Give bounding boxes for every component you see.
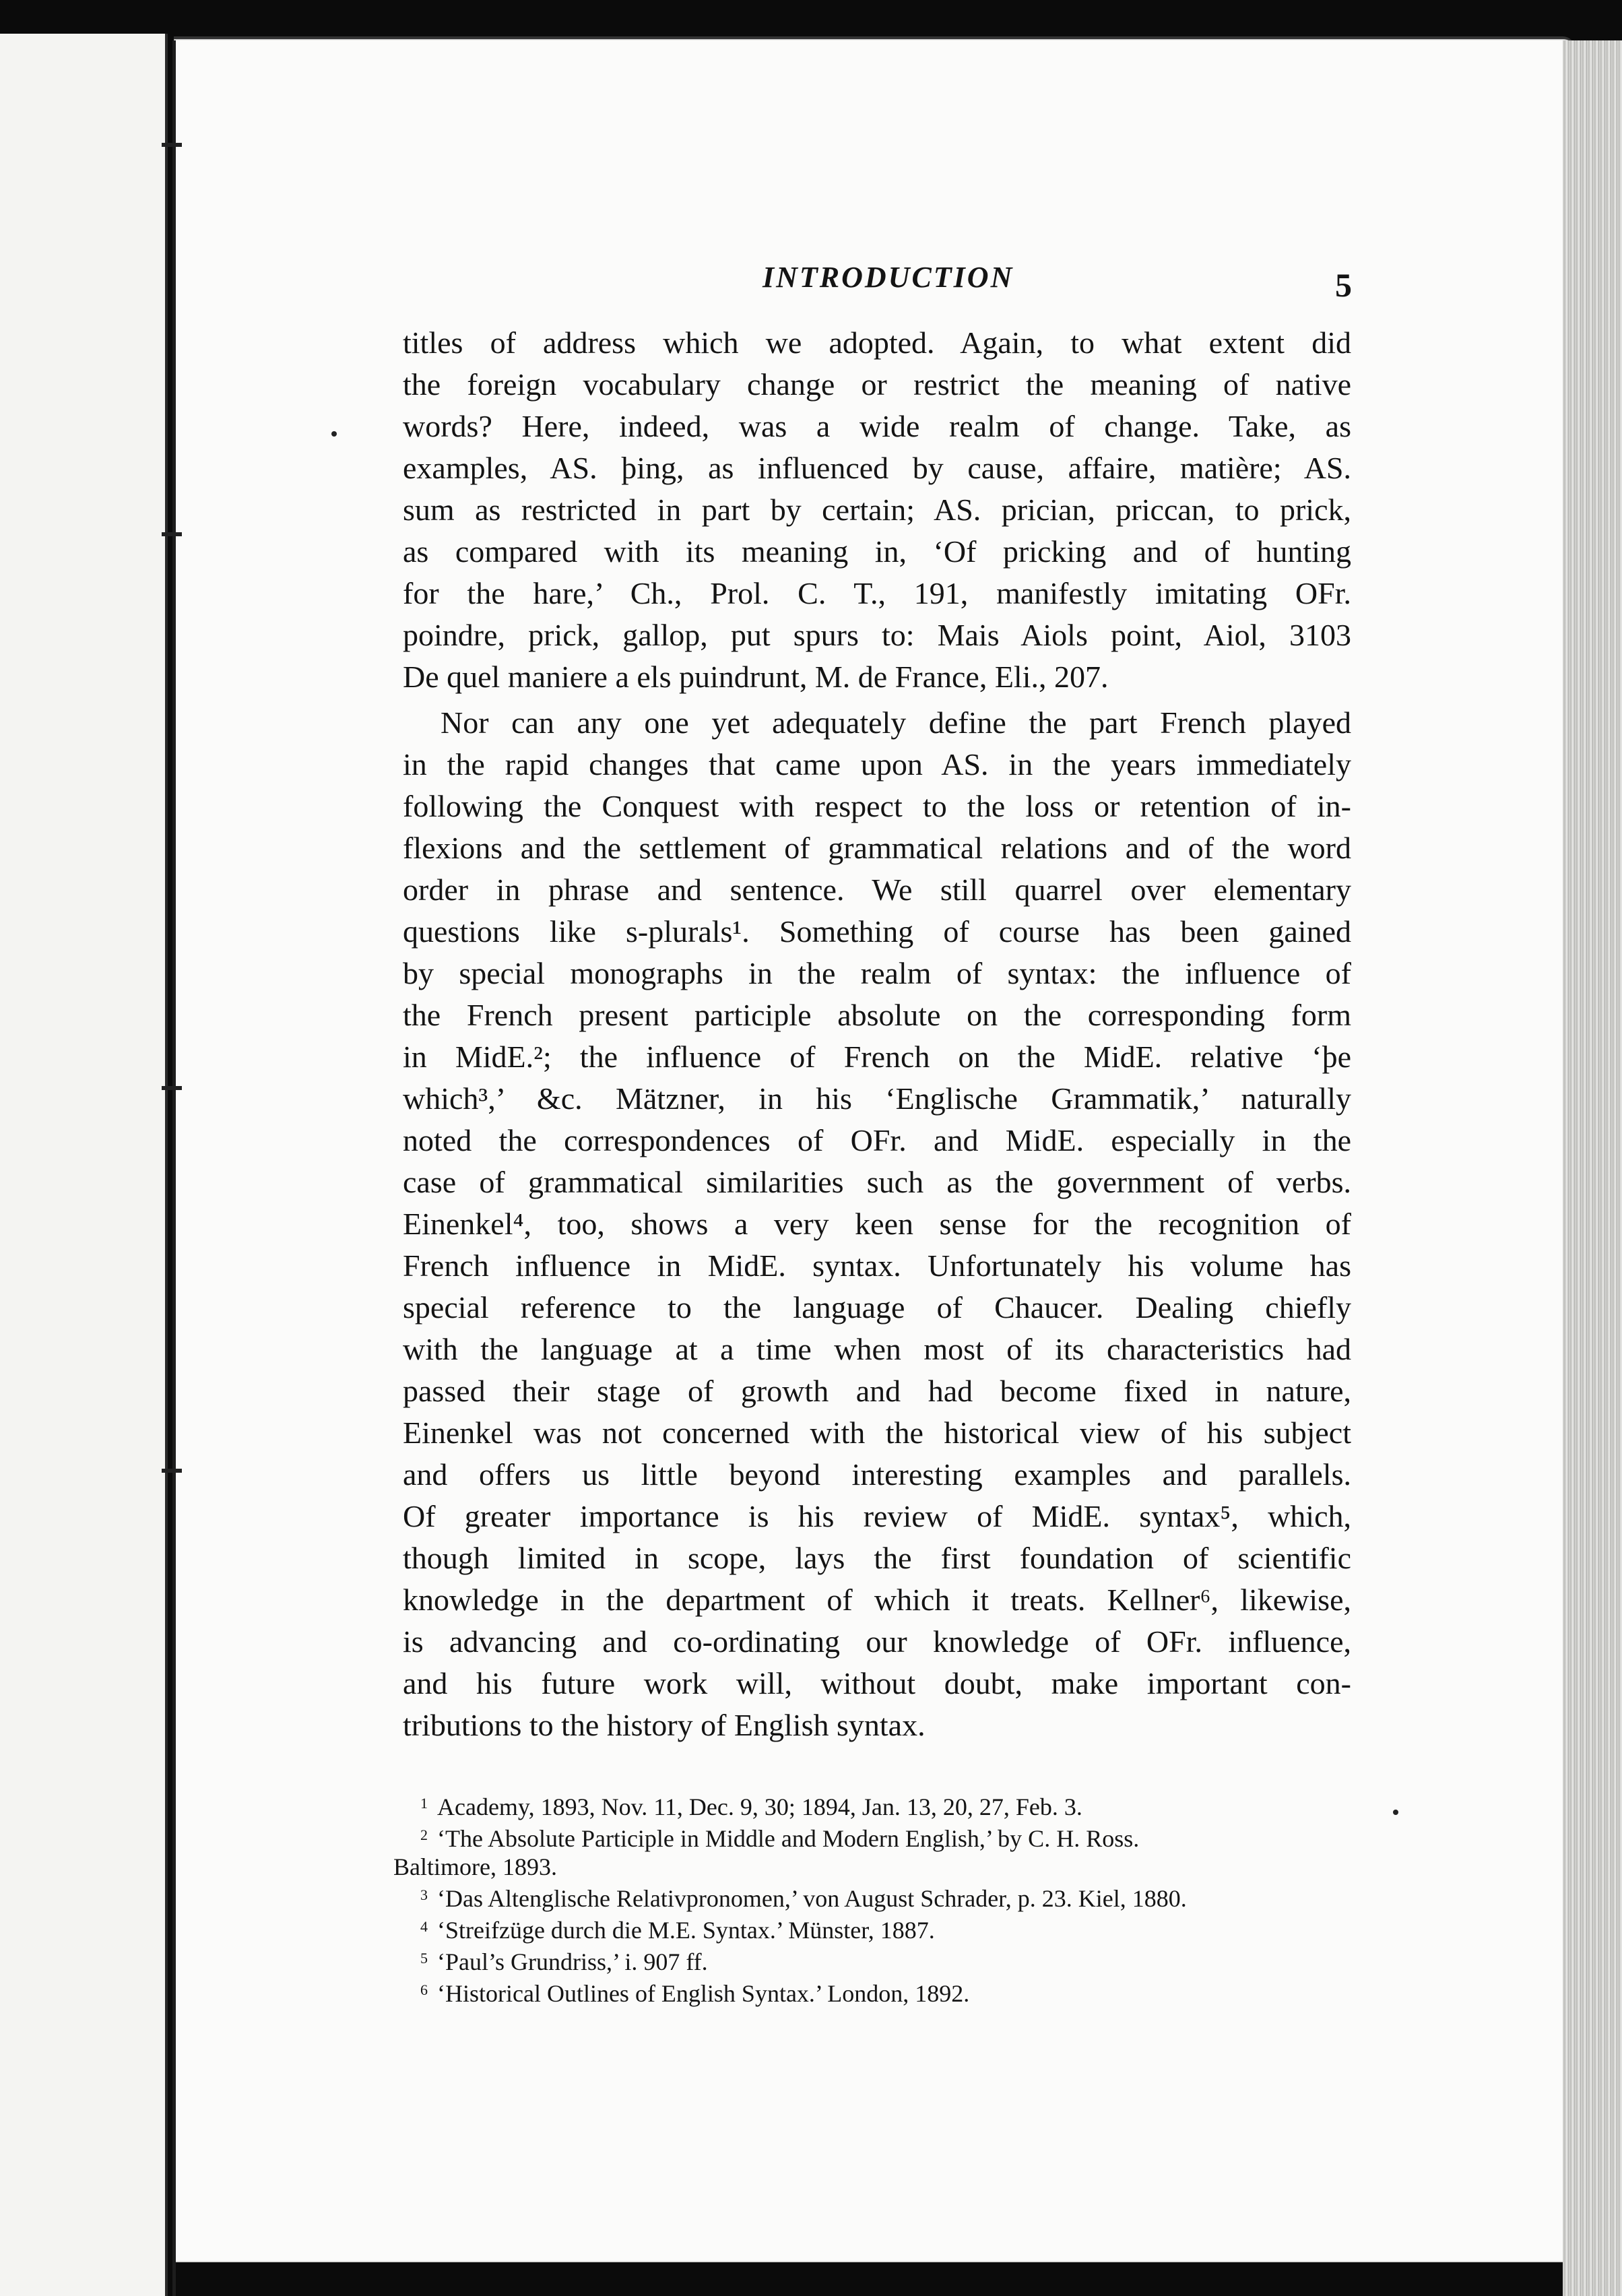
footnote-text: ‘Das Altenglische Relativpronomen,’ von August Schrader, p. 23. Kiel, 1880. [437,1885,1187,1912]
facing-page-edge [0,34,168,2296]
text-line: knowledge in the department of which it treats. Kellner⁶, likewise, [403,1583,1351,1617]
footnote-number: 2 [420,1826,428,1843]
text-line: questions like s-plurals¹. Something of course has been gained [403,914,1351,949]
text-line: with the language at a time when most of its characteristics had [403,1332,1351,1366]
footnote [393,1913,1350,1944]
text-line: Nor can any one yet adequately define the part French played [441,705,1351,740]
running-header: INTRODUCTION [763,261,1014,294]
text-line: French influence in MidE. syntax. Unfortunately his volume has [403,1248,1351,1283]
page-number: 5 [1335,266,1352,304]
body-text [403,322,1351,1746]
binding-mark [162,143,182,147]
footnote-text: Baltimore, 1893. [393,1853,557,1880]
speck [331,431,337,437]
text-line: Einenkel was not concerned with the historical view of his subject [403,1415,1351,1450]
text-line: noted the correspondences of OFr. and MidE. especially in the [403,1123,1351,1157]
binding-mark [162,532,182,536]
footnote-text: ‘Streifzüge durch die M.E. Syntax.’ Münster, 1887. [437,1917,935,1944]
footnote-text: Academy, 1893, Nov. 11, Dec. 9, 30; 1894, Jan. 13, 20, 27, Feb. 3. [437,1793,1082,1820]
footnotes [393,1789,1350,2008]
text-line: Of greater importance is his review of MidE. syntax⁵, which, [403,1499,1351,1533]
text-line: the French present participle absolute on the corresponding form [403,998,1351,1032]
footnote-number: 1 [420,1795,428,1812]
binding-mark [162,1086,182,1090]
text-line: for the hare,’ Ch., Prol. C. T., 191, manifestly imitating OFr. [403,576,1351,610]
text-line: words? Here, indeed, was a wide realm of change. Take, as [403,409,1351,443]
text-line: Einenkel⁴, too, shows a very keen sense for the recognition of [403,1207,1351,1241]
text-line: in MidE.²; the influence of French on the MidE. relative ‘þe [403,1040,1351,1074]
footnote [393,1821,1350,1853]
text-line: the foreign vocabulary change or restrict the meaning of native [403,367,1351,402]
text-line: tributions to the history of English syntax. [403,1708,926,1742]
text-line: though limited in scope, lays the first foundation of scientific [403,1541,1351,1575]
footnote-text: ‘Paul’s Grundriss,’ i. 907 ff. [437,1948,708,1975]
text-line: as compared with its meaning in, ‘Of pricking and of hunting [403,534,1351,569]
footnote-text: ‘The Absolute Participle in Middle and Modern English,’ by C. H. Ross. [437,1825,1140,1852]
footnote-text: ‘Historical Outlines of English Syntax.’ London, 1892. [437,1980,970,2007]
text-line: case of grammatical similarities such as the government of verbs. [403,1165,1351,1199]
text-line: and offers us little beyond interesting examples and parallels. [403,1457,1351,1492]
footnote [393,1976,1350,2008]
footnote [393,1881,1350,1913]
footnote-number: 6 [420,1981,428,1998]
text-line: sum as restricted in part by certain; AS. prician, priccan, to prick, [403,492,1351,527]
text-line: and his future work will, without doubt, make important con- [403,1666,1351,1700]
footnote-number: 4 [420,1918,428,1935]
text-line: which³,’ &c. Mätzner, in his ‘Englische Grammatik,’ naturally [403,1081,1351,1116]
text-line: examples, AS. þing, as influenced by cause, affaire, matière; AS. [403,451,1351,485]
footnote-continuation [393,1853,1350,1881]
text-line: poindre, prick, gallop, put spurs to: Mais Aiols point, Aiol, 3103 [403,618,1351,652]
speck [1393,1810,1398,1815]
footnote [393,1789,1350,1821]
footnote [393,1944,1350,1976]
text-line: passed their stage of growth and had become fixed in nature, [403,1374,1351,1408]
page-stack-edge [1563,40,1622,2296]
text-line: titles of address which we adopted. Again, to what extent did [403,325,1351,360]
footnote-number: 5 [420,1950,428,1967]
text-line: in the rapid changes that came upon AS. in the years immediately [403,747,1351,782]
binding-gutter [172,40,176,2296]
text-line: following the Conquest with respect to the loss or retention of in- [403,789,1351,823]
text-line: flexions and the settlement of grammatical relations and of the word [403,831,1351,865]
text-line: is advancing and co-ordinating our knowledge of OFr. influence, [403,1624,1351,1659]
text-line: De quel maniere a els puindrunt, M. de France, Eli., 207. [403,660,1109,694]
binding-mark [162,1469,182,1473]
footnote-number: 3 [420,1886,428,1903]
text-line: by special monographs in the realm of syntax: the influence of [403,956,1351,990]
text-line: order in phrase and sentence. We still quarrel over elementary [403,872,1351,907]
text-line: special reference to the language of Chaucer. Dealing chiefly [403,1290,1351,1325]
